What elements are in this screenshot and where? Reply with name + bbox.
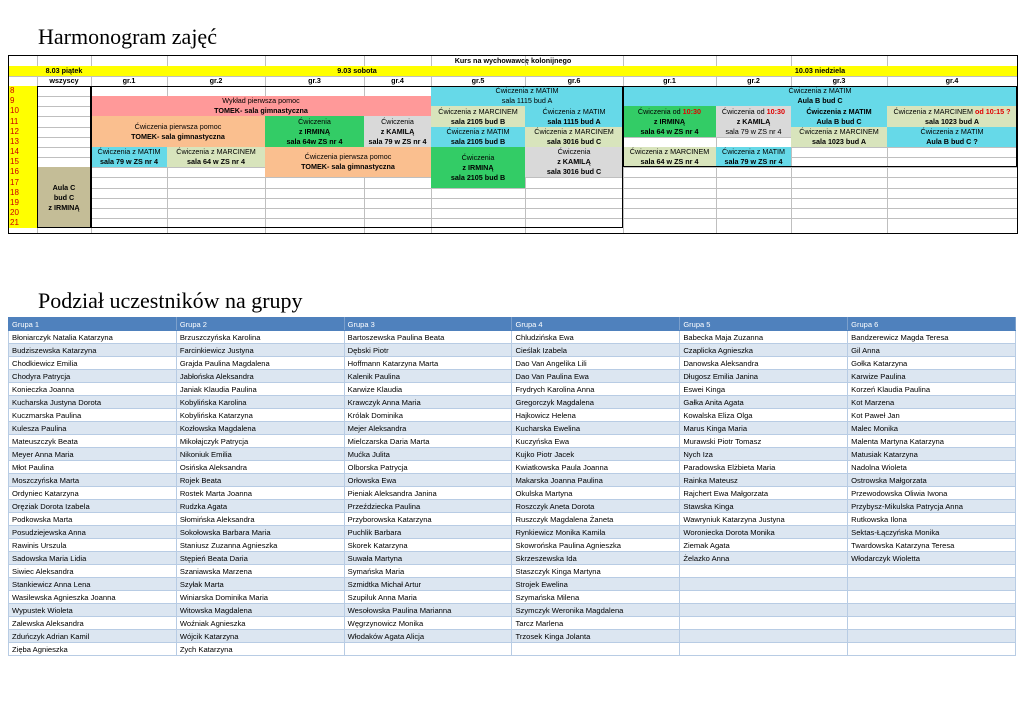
member-cell: Wójcik Katarzyna [176, 630, 344, 643]
member-cell: Włodaków Agata Alicja [344, 630, 512, 643]
member-cell: Sokołowska Barbara Maria [176, 526, 344, 539]
table-row [9, 422, 1016, 435]
hour-17: 17 [9, 177, 37, 188]
member-cell: Mikołajczyk Patrycja [176, 435, 344, 448]
member-cell: Bartoszewska Paulina Beata [344, 331, 512, 344]
subheader-7: gr.1 [663, 76, 676, 85]
table-row [9, 578, 1016, 591]
sun-g2-kamila: Ćwiczenia od 10:30 z KAMILĄ sala 79 w ZS nr 4 [716, 106, 791, 137]
day-blank [9, 66, 37, 76]
member-cell: Korzeń Klaudia Paulina [848, 383, 1016, 396]
member-cell: Kot Paweł Jan [848, 409, 1016, 422]
member-cell: Hajkowicz Helena [512, 409, 680, 422]
member-cell: Orłowska Ewa [344, 474, 512, 487]
member-cell: Tarcz Marlena [512, 617, 680, 630]
member-cell: Paradowska Elżbieta Maria [680, 461, 848, 474]
member-cell: Szymczyk Weronika Magdalena [512, 604, 680, 617]
sun-g1-marcin-pm: Ćwiczenia z MARCINEM sala 64 w ZS nr 4 [623, 147, 716, 167]
table-row [9, 383, 1016, 396]
member-cell: Brzuszczyńska Karolina [176, 331, 344, 344]
member-cell: Błoniarczyk Natalia Katarzyna [9, 331, 177, 344]
schedule-grid [8, 55, 1018, 234]
member-cell: Przeździecka Paulina [344, 500, 512, 513]
sun-all-mati: Ćwiczenia z MATIM Aula B bud C [623, 86, 1017, 106]
member-cell: Szupiluk Anna Maria [344, 591, 512, 604]
member-cell: Żelazko Anna [680, 552, 848, 565]
member-cell: Mejer Aleksandra [344, 422, 512, 435]
hour-15: 15 [9, 157, 37, 167]
member-cell: Symańska Maria [344, 565, 512, 578]
member-cell: Kwiatkowska Paula Joanna [512, 461, 680, 474]
member-cell: Mielczarska Daria Marta [344, 435, 512, 448]
hour-20: 20 [9, 208, 37, 218]
member-cell: Posudziejewska Anna [9, 526, 177, 539]
friday-empty [37, 86, 91, 167]
hour-19: 19 [9, 198, 37, 208]
member-cell: Karwize Klaudia [344, 383, 512, 396]
member-cell: Kobylińska Katarzyna [176, 409, 344, 422]
member-cell [848, 630, 1016, 643]
table-row [9, 565, 1016, 578]
member-cell: Kowalska Eliza Olga [680, 409, 848, 422]
member-cell: Skowrońska Paulina Agnieszka [512, 539, 680, 552]
sun-g3-mati: Ćwiczenia z MATIM Aula B bud C [791, 106, 887, 127]
member-cell: Oręziak Dorota Izabela [9, 500, 177, 513]
member-cell: Grajda Paulina Magdalena [176, 357, 344, 370]
table-row [9, 331, 1016, 344]
member-cell [848, 604, 1016, 617]
member-cell: Matusiak Katarzyna [848, 448, 1016, 461]
table-row [9, 539, 1016, 552]
member-cell: Rojek Beata [176, 474, 344, 487]
table-row [9, 526, 1016, 539]
member-cell: Ruszczyk Magdalena Żaneta [512, 513, 680, 526]
member-cell: Szymańska Milena [512, 591, 680, 604]
sat-lecture-first-aid: Wykład pierwsza pomoc TOMEK- sala gimnastyczna [91, 96, 431, 116]
member-cell [680, 643, 848, 656]
member-cell: Szaniawska Marzena [176, 565, 344, 578]
subheader-3: gr.3 [308, 76, 321, 85]
member-cell: Janiak Klaudia Paulina [176, 383, 344, 396]
day-sunday: 10.03 niedziela [623, 66, 1017, 76]
member-cell: Węgrzynowicz Monika [344, 617, 512, 630]
member-cell: Puchlik Barbara [344, 526, 512, 539]
member-cell: Kozłowska Magdalena [176, 422, 344, 435]
subheader-8: gr.2 [747, 76, 760, 85]
member-cell: Zalewska Aleksandra [9, 617, 177, 630]
member-cell: Sadowska Maria Lidia [9, 552, 177, 565]
hour-9: 9 [9, 96, 37, 106]
member-cell: Siwiec Aleksandra [9, 565, 177, 578]
member-cell: Kuczmarska Paulina [9, 409, 177, 422]
group-header-1: Grupa 1 [9, 318, 177, 331]
table-row [9, 461, 1016, 474]
table-row [9, 630, 1016, 643]
sat-g3-irmina: Ćwiczenia z IRMINĄ sala 64w ZS nr 4 [265, 116, 364, 147]
member-cell: Wesołowska Paulina Marianna [344, 604, 512, 617]
member-cell [680, 565, 848, 578]
hour-8: 8 [9, 86, 37, 96]
member-cell: Witowska Magdalena [176, 604, 344, 617]
member-cell: Chludzińska Ewa [512, 331, 680, 344]
member-cell: Malec Monika [848, 422, 1016, 435]
member-cell: Staniusz Zuzanna Agnieszka [176, 539, 344, 552]
member-cell [680, 630, 848, 643]
member-cell: Gil Anna [848, 344, 1016, 357]
course-title: Kurs na wychowawcę kolonijnego [454, 56, 572, 65]
member-cell: Karwize Paulina [848, 370, 1016, 383]
member-cell: Dębski Piotr [344, 344, 512, 357]
group-header-5: Grupa 5 [680, 318, 848, 331]
member-cell: Budziszewska Katarzyna [9, 344, 177, 357]
table-row [9, 604, 1016, 617]
member-cell: Czaplicka Agnieszka [680, 344, 848, 357]
member-cell: Przyborowska Katarzyna [344, 513, 512, 526]
hour-21: 21 [9, 218, 37, 228]
member-cell: Gregorczyk Magdalena [512, 396, 680, 409]
member-cell: Nadolna Wioleta [848, 461, 1016, 474]
member-cell: Twardowska Katarzyna Teresa [848, 539, 1016, 552]
sat-g6-marcin: Ćwiczenia z MARCINEM sala 3016 bud C [525, 127, 623, 147]
member-cell: Włodarczyk Wioletta [848, 552, 1016, 565]
member-cell: Nych Iza [680, 448, 848, 461]
sun-g2-mati-pm: Ćwiczenia z MATIM sala 79 w ZS nr 4 [716, 147, 791, 167]
sat-g5-marcin: Ćwiczenia z MARCINEM sala 2105 bud B [431, 106, 525, 127]
member-cell [848, 565, 1016, 578]
sat-g1-g2-first-aid: Ćwiczenia pierwsza pomoc TOMEK- sala gimnastyczna [91, 116, 265, 147]
member-cell: Ordyniec Katarzyna [9, 487, 177, 500]
member-cell: Dao Van Paulina Ewa [512, 370, 680, 383]
hour-14: 14 [9, 147, 37, 157]
member-cell: Młot Paulina [9, 461, 177, 474]
member-cell: Frydrych Karolina Anna [512, 383, 680, 396]
member-cell [848, 643, 1016, 656]
member-cell: Eswei Kinga [680, 383, 848, 396]
member-cell [680, 578, 848, 591]
member-cell: Konieczka Joanna [9, 383, 177, 396]
member-cell: Kot Marzena [848, 396, 1016, 409]
member-cell: Hoffmann Katarzyna Marta [344, 357, 512, 370]
member-cell: Wasilewska Agnieszka Joanna [9, 591, 177, 604]
table-row [9, 513, 1016, 526]
member-cell: Skorek Katarzyna [344, 539, 512, 552]
member-cell: Kujko Piotr Jacek [512, 448, 680, 461]
member-cell: Marus Kinga Maria [680, 422, 848, 435]
friday-aula-c: Aula C bud C z IRMINĄ [37, 167, 91, 228]
member-cell [848, 591, 1016, 604]
member-cell: Stępień Beata Daria [176, 552, 344, 565]
member-cell: Dao Van Angelika Lili [512, 357, 680, 370]
member-cell: Rynkiewicz Monika Kamila [512, 526, 680, 539]
subheader-5: gr.5 [471, 76, 485, 85]
member-cell: Gałka Anita Agata [680, 396, 848, 409]
member-cell: Mućka Julita [344, 448, 512, 461]
sat-g2-marcin-pm: Ćwiczenia z MARCINEM sala 64 w ZS nr 4 [167, 147, 265, 167]
member-cell: Chodyra Patrycja [9, 370, 177, 383]
member-cell: Okulska Martyna [512, 487, 680, 500]
subheader-blank [9, 76, 37, 86]
group-header-4: Grupa 4 [512, 318, 680, 331]
member-cell: Makarska Joanna Paulina [512, 474, 680, 487]
sat-g1-mati-pm: Ćwiczenia z MATIM sala 79 w ZS nr 4 [91, 147, 167, 167]
member-cell: Mateuszczyk Beata [9, 435, 177, 448]
member-cell: Jabłońska Aleksandra [176, 370, 344, 383]
groups-table [8, 317, 1016, 656]
table-row [9, 552, 1016, 565]
member-cell: Kulesza Paulina [9, 422, 177, 435]
member-cell: Zięba Agnieszka [9, 643, 177, 656]
table-row [9, 487, 1016, 500]
subheader-4: gr.4 [391, 76, 404, 85]
member-cell: Stankiewicz Anna Lena [9, 578, 177, 591]
subheader-9: gr.3 [832, 76, 846, 85]
member-cell: Pieniak Aleksandra Janina [344, 487, 512, 500]
member-cell: Wypustek Wioleta [9, 604, 177, 617]
sat-g6-kamila-pm: Ćwiczenia z KAMILĄ sala 3016 bud C [525, 147, 623, 177]
member-cell: Farcinkiewicz Justyna [176, 344, 344, 357]
member-cell: Kalenik Paulina [344, 370, 512, 383]
member-cell: Murawski Piotr Tomasz [680, 435, 848, 448]
member-cell: Królak Dominika [344, 409, 512, 422]
member-cell: Babecka Maja Zuzanna [680, 331, 848, 344]
member-cell: Zych Katarzyna [176, 643, 344, 656]
day-saturday: 9.03 sobota [91, 66, 623, 76]
member-cell: Zduńczyk Adrian Kamil [9, 630, 177, 643]
member-cell: Słomińska Aleksandra [176, 513, 344, 526]
member-cell: Kucharska Ewelina [512, 422, 680, 435]
member-cell: Suwała Martyna [344, 552, 512, 565]
member-cell: Bandzerewicz Magda Teresa [848, 331, 1016, 344]
schedule-title: Harmonogram zajęć [38, 24, 217, 49]
member-cell: Podkowska Marta [9, 513, 177, 526]
member-cell: Winiarska Dominika Maria [176, 591, 344, 604]
member-cell: Rajchert Ewa Małgorzata [680, 487, 848, 500]
member-cell: Ostrowska Małgorzata [848, 474, 1016, 487]
member-cell: Przewodowska Oliwia Iwona [848, 487, 1016, 500]
sun-g1-irmina: Ćwiczenia od 10:30 z IRMINĄ sala 64 w ZS nr 4 [623, 106, 716, 137]
table-row [9, 617, 1016, 630]
hour-10: 10 [9, 106, 37, 116]
table-row [9, 344, 1016, 357]
hour-13: 13 [9, 137, 37, 147]
sun-g4-marcin: Ćwiczenia z MARCINEM od 10:15 ? sala 1023 bud A [887, 106, 1017, 127]
group-header-3: Grupa 3 [344, 318, 512, 331]
groups-header-row [9, 318, 1016, 331]
member-cell: Przybysz-Mikulska Patrycja Anna [848, 500, 1016, 513]
member-cell: Woroniecka Dorota Monika [680, 526, 848, 539]
subheader-6: gr.6 [567, 76, 581, 85]
sat-g4-kamila: Ćwiczenia z KAMILĄ sala 79 w ZS nr 4 [364, 116, 431, 147]
sun-g4-mati: Ćwiczenia z MATIM Aula B bud C ? [887, 127, 1017, 147]
member-cell: Rostek Marta Joanna [176, 487, 344, 500]
member-cell: Skrzeszewska Ida [512, 552, 680, 565]
group-header-6: Grupa 6 [848, 318, 1016, 331]
sat-g6-mati: Ćwiczenia z MATIM sala 1115 bud A [525, 106, 623, 127]
hour-11: 11 [9, 116, 37, 127]
table-row [9, 474, 1016, 487]
member-cell: Nikoniuk Emilia [176, 448, 344, 461]
hour-18: 18 [9, 188, 37, 198]
table-row [9, 370, 1016, 383]
member-cell [680, 591, 848, 604]
hour-16: 16 [9, 167, 37, 177]
table-row [9, 409, 1016, 422]
table-row [9, 448, 1016, 461]
member-cell: Szyłak Marta [176, 578, 344, 591]
groups-body [9, 331, 1016, 656]
subheader-2: gr.2 [209, 76, 223, 85]
member-cell [848, 578, 1016, 591]
sat-g5-g6-mati: Ćwiczenia z MATIM sala 1115 bud A [431, 86, 623, 106]
sun-g3-marcin: Ćwiczenia z MARCINEM sala 1023 bud A [791, 127, 887, 147]
member-cell: Moszczyńska Marta [9, 474, 177, 487]
member-cell: Kobylińska Karolina [176, 396, 344, 409]
member-cell [344, 643, 512, 656]
member-cell: Roszczyk Aneta Dorota [512, 500, 680, 513]
member-cell: Malenta Martyna Katarzyna [848, 435, 1016, 448]
member-cell: Krawczyk Anna Maria [344, 396, 512, 409]
member-cell: Kucharska Justyna Dorota [9, 396, 177, 409]
member-cell: Szmidtka Michał Artur [344, 578, 512, 591]
member-cell: Strojek Ewelina [512, 578, 680, 591]
member-cell: Osińska Aleksandra [176, 461, 344, 474]
table-row [9, 435, 1016, 448]
subheader-10: gr.4 [945, 76, 959, 85]
table-row [9, 500, 1016, 513]
table-row [9, 591, 1016, 604]
day-friday: 8.03 piątek [37, 66, 91, 76]
member-cell: Wawryniuk Katarzyna Justyna [680, 513, 848, 526]
member-cell: Chodkiewicz Emilia [9, 357, 177, 370]
group-header-2: Grupa 2 [176, 318, 344, 331]
groups-title: Podział uczestników na grupy [38, 288, 303, 313]
hour-12: 12 [9, 127, 37, 137]
table-row [9, 643, 1016, 656]
member-cell: Danowska Aleksandra [680, 357, 848, 370]
member-cell: Rudzka Agata [176, 500, 344, 513]
sat-g5-irmina-pm: Ćwiczenia z IRMINĄ sala 2105 bud B [431, 147, 525, 188]
sat-g5-mati: Ćwiczenia z MATIM sala 2105 bud B [431, 127, 525, 147]
table-row [9, 396, 1016, 409]
member-cell: Sektas-Łączyńska Monika [848, 526, 1016, 539]
member-cell: Stawska Kinga [680, 500, 848, 513]
subheader-1: gr.1 [122, 76, 136, 85]
member-cell: Cieślak Izabela [512, 344, 680, 357]
member-cell [680, 604, 848, 617]
member-cell: Ziemak Agata [680, 539, 848, 552]
member-cell: Trzosek Kinga Jolanta [512, 630, 680, 643]
member-cell: Kuczyńska Ewa [512, 435, 680, 448]
member-cell: Rainka Mateusz [680, 474, 848, 487]
member-cell: Woźniak Agnieszka [176, 617, 344, 630]
sat-g3-g4-first-aid-pm: Ćwiczenia pierwsza pomoc TOMEK- sala gimnastyczna [265, 147, 431, 177]
subheader-0: wszyscy [49, 76, 79, 85]
member-cell: Meyer Anna Maria [9, 448, 177, 461]
member-cell [680, 617, 848, 630]
member-cell [848, 617, 1016, 630]
member-cell: Rawinis Urszula [9, 539, 177, 552]
member-cell [512, 643, 680, 656]
member-cell: Olborska Patrycja [344, 461, 512, 474]
table-row [9, 357, 1016, 370]
member-cell: Długosz Emilia Janina [680, 370, 848, 383]
member-cell: Rutkowska Ilona [848, 513, 1016, 526]
member-cell: Gołka Katarzyna [848, 357, 1016, 370]
member-cell: Staszczyk Kinga Martyna [512, 565, 680, 578]
